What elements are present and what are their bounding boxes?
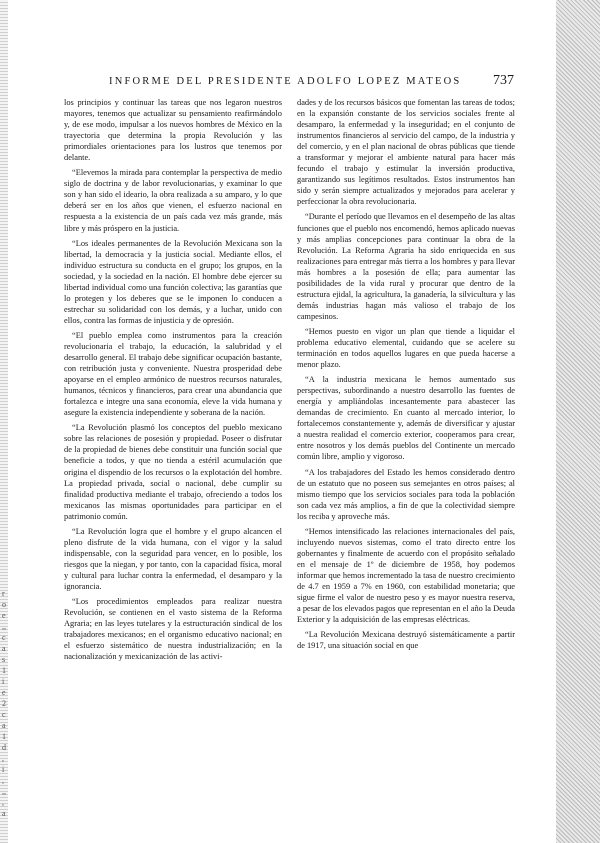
paragraph: “A la industria mexicana le hemos aumentado sus perspectivas, subordinando a nuestro desarrollo las fuentes de energía y ampliándolas incesantemente para abastecer las demandas de crecimiento. En cuanto al mercado interior, lo fortalecemos constantemente y, además de diversificar y ajustar a nuestra realidad el comercio exterior, cooperamos para crear, entre nosotros y los demás pueblos del Continente un mercado común libre, amplio y vigoroso. — [297, 375, 515, 462]
paragraph: “La Revolución plasmó los conceptos del pueblo mexicano sobre las relaciones de posesión y propiedad. Poseer o disfrutar de la propiedad de bienes debe constituir una función social que beneficie a todos, y que no tienda a estéril acumulación que origina el dispendio de los recursos o la explotación del hombre. La propiedad privada, social o nacional, debe cumplir su finalidad productiva mediante el trabajo, ofreciendo a todos los mexicanos las mismas oportunidades para participar en el patrimonio común. — [64, 423, 282, 521]
paragraph: los principios y continuar las tareas que nos legaron nuestros mayores, tenemos que actualizar su pensamiento reafirmándolo y, de ese modo, impulsar a los nuevos hombres de México en la trayectoria que determina la propia Revolución y las primordiales orientaciones para los lustros que tenemos por delante. — [64, 98, 282, 163]
paragraph: “Hemos puesto en vigor un plan que tiende a liquidar el problema educativo elemental, cuidando que se acelere su terminación en todos aquellos lugares en que pueda hacerse a menor plazo. — [297, 326, 515, 370]
right-column — [297, 97, 515, 655]
paragraph: “La Revolución Mexicana destruyó sistemáticamente a partir de 1917, una situación social en que — [297, 630, 515, 651]
paragraph: “Hemos intensificado las relaciones internacionales del país, incluyendo nuevos sistemas, como el trato directo entre los gobernantes y finalmente de acuerdo con el propósito señalado en el mensaje de 1º de diciembre de 1958, hoy podemos informar que hemos incrementado la tasa de nuestro crecimiento de 4.7 en 1959 a 7% en 1960, con estabilidad monetaria; que sigue firme el valor de nuestro peso y es mayor nuestra reserva, a pesar de los elevados pagos que representan en el año la Deuda Exterior y la adquisición de las empresas eléctricas. — [297, 526, 515, 625]
running-title: INFORME DEL PRESIDENTE ADOLFO LOPEZ MATEOS — [109, 76, 462, 87]
paragraph: dades y de los recursos básicos que fomentan las tareas de todos; en la expansión constante de los servicios sociales frente al desamparo, la enfermedad y la inseguridad; en el conjunto de instrumentos financieros al servicio del campo, de la industria y del comercio, y en el plan nacional de obras públicas que tiende a transformar y mejorar el ambiente natural para hacer más fecundo el trabajo y estimular la inversión productiva, garantizando sus legítimos resultados. Estos instrumentos han sido y serán siempre actualizados y mejorados para acelerar y perfeccionar la obra revolucionaria. — [297, 98, 515, 207]
paragraph: “Durante el período que llevamos en el desempeño de las altas funciones que el pueblo nos encomendó, hemos aplicado nuevas y más amplias concepciones para continuar la obra de la Revolución. La Reforma Agraria ha sido enriquecida en sus realizaciones para entregar más tierra a los hombres y para llevar más hombres a la posesión de ella; para aumentar las posibilidades de la vida rural y procurar que dentro de la estructura ejidal, la agricultura, la ganadería, la silvicultura y las demás industrias hagan más valioso el trabajo de los campesinos. — [297, 212, 515, 321]
page-header — [64, 73, 514, 90]
paragraph: “El pueblo emplea como instrumentos para la creación revolucionaria el trabajo, la educación, la salubridad y el desarrollo general. El trabajo debe significar ocupación bastante, con retribución justa y conveniente. Nuestra prosperidad debe apoyarse en el empleo armónico de nuestros recursos naturales, humanos, técnicos y financieros, para crear una abundancia que fortalezca e integre una sana economía, eleve la vida humana y asegure la existencia independiente y soberana de la nación. — [64, 330, 282, 418]
paragraph: “A los trabajadores del Estado les hemos considerado dentro de un estatuto que no poseen sus semejantes en otros países; al mismo tiempo que los servicios sociales para toda la población son cada vez más amplios, a fin de que la colectividad siempre los reciba y aproveche más. — [297, 467, 515, 521]
page-number: 737 — [493, 73, 514, 88]
left-column — [64, 97, 282, 666]
paragraph: “La Revolución logra que el hombre y el grupo alcancen el pleno disfrute de la vida humana, con el vigor y la salud indispensable, con la seguridad para vencer, en lo posible, los riesgos que la niegan, y por tanto, con la capacidad física, moral y cultural para luchar contra la enfermedad, el desamparo y la ignorancia. — [64, 526, 282, 591]
paragraph: “Los procedimientos empleados para realizar nuestra Revolución, se contienen en el vasto sistema de la Reforma Agraria; en las leyes tutelares y la estructuración sindical de los trabajadores mexicanos; en el organismo educativo nacional; en el esfuerzo sistemático de nuestra industrialización; en la nacionalización y mexicanización de las activi- — [64, 597, 282, 662]
paragraph: “Los ideales permanentes de la Revolución Mexicana son la libertad, la democracia y la justicia social. Mediante ellos, el individuo estructura su conducta en el grupo; los grupos, en la sociedad, y la sociedad en la nación. El hombre debe ejercer su libertad individual como una función colectiva; las garantías que lo protegen y los deberes que se le imponen lo conducen a estrechar su solidaridad con los demás, y a luchar, unido con ellos, contra las formas de injusticia y de opresión. — [64, 238, 282, 325]
margin-marks: r o e ,, c a s 1 i e 2 c a 1 d , i , ,, , a — [2, 589, 6, 818]
paragraph: “Elevemos la mirada para contemplar la perspectiva de medio siglo de doctrina y de labor revolucionarias, y examinar lo que son y han sido el ideario, la obra realizada a su amparo, y lo que deberá ser en los años que vienen, el esfuerzo nacional en respuesta a la existencia de un país cada vez más grande, más libre y más próspero en la justicia. — [64, 168, 282, 233]
scan-edge-right — [556, 0, 600, 843]
